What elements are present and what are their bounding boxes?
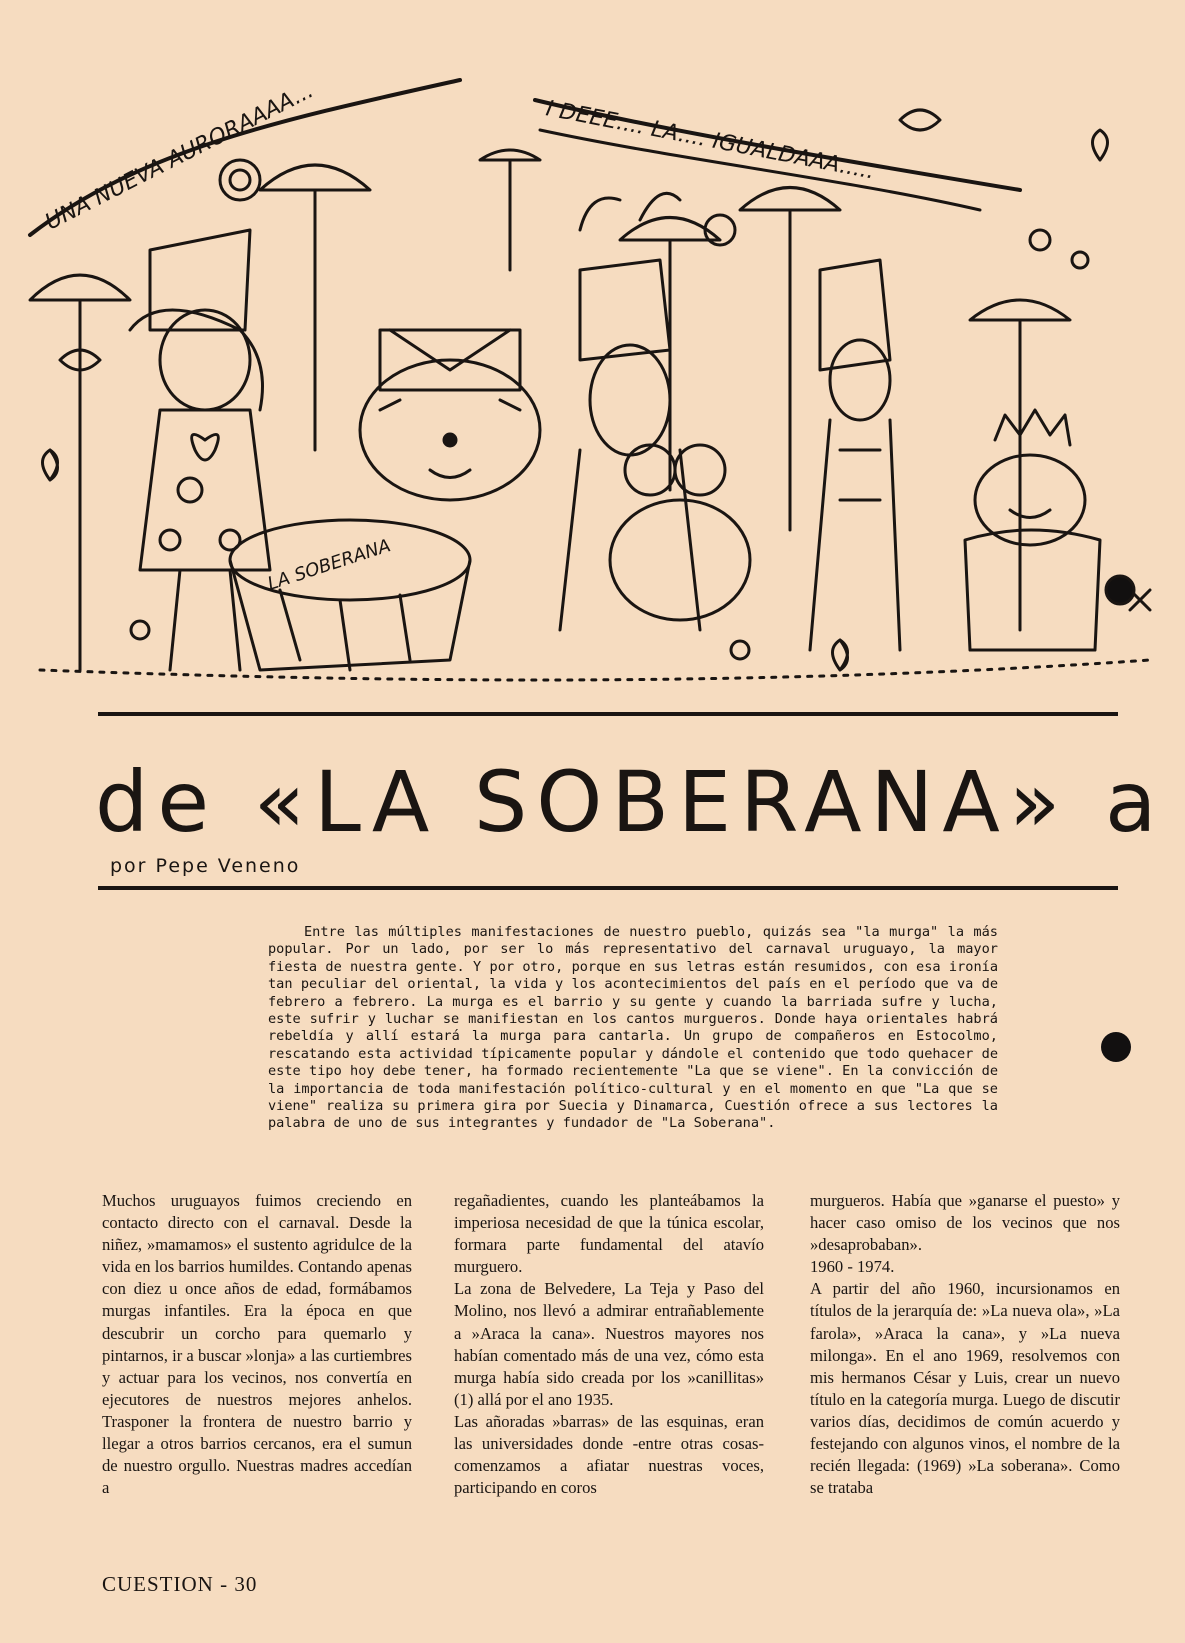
title-rule [98,886,1118,890]
drum-label: LA SOBERANA [265,535,394,595]
section-date: 1960 - 1974. [810,1257,895,1277]
caption-left: UNA NUEVA AURORAAAA... [41,78,318,236]
paragraph: A partir del año 1960, incursionamos en títulos de la jerarquía de: »La nueva ola», »La farola», »Araca la cana», y »La nueva milonga». En el ano 1969, resolvemos con mis hermanos César y Luis, crear un nuevo título en la categoría murga. Luego de discutir varios días, decidimos de común acuerdo y festejando con algunos vinos, el nombre de la recién llegada: (1969) »La soberana». Como se trataba [810,1279,1120,1498]
murga-illustration [20,30,1185,710]
top-rule [98,712,1118,716]
article-title: de «LA SOBERANA» a [95,753,1166,851]
intro-paragraph: Entre las múltiples manifestaciones de nuestro pueblo, quizás sea "la murga" la más popular. Por un lado, por ser lo más representativo del carnaval uruguayo, la mayor fiesta de nuestra gente. Y por otro, porque en sus letras están resumidos, con esa ironía tan peculiar del oriental, la vida y los acontecimientos del país en el período que va de febrero a febrero. La murga es el barrio y su gente y cuando la barriada sufre y lucha, este sufrir y luchar se manifiestan en los cantos murgueros. Donde haya orientales habrá rebeldía y allí estará la murga para cantarla. Un grupo de compañeros en Estocolmo, rescatando esta actividad típicamente popular y dándole el contenido que todo quehacer de este tipo hoy debe tener, ha formado recientemente "La que se viene". En la convicción de la importancia de toda manifestación político-cultural y en el momento en que "La que se viene" realiza su primera gira por Suecia y Dinamarca, Cuestión ofrece a sus lectores la palabra de uno de sus integrantes y fundador de "La Soberana". [268,924,998,1132]
paragraph: murgueros. Había que »ganarse el puesto» y hacer caso omiso de los vecinos que nos »desaprobaban». [810,1191,1120,1255]
paragraph: Muchos uruguayos fuimos creciendo en contacto directo con el carnaval. Desde la niñez, »mamamos» el sustento agridulce de la vida en los barrios humildes. Contando apenas con diez u once años de edad, formábamos murgas infantiles. Era la época en que descubrir un corcho para quemarlo y pintarnos, ir a buscar »lonja» a las curtiembres y actuar para los vecinos, nos convertía en ejecutores de nuestros mejores anhelos. Trasponer la frontera de nuestro barrio y llegar a otros barrios cercanos, era el sumun de nuestro orgullo. Nuestras madres accedían a [102,1191,412,1498]
caption-right: I DEEE.... LA.... IGUALDAAA..... [543,96,877,185]
column-1 [102,1190,412,1499]
paragraph: La zona de Belvedere, La Teja y Paso del Molino, nos llevó a admirar entrañablemente a »Araca la cana». Nuestros mayores nos habían comentado más de una vez, cómo esta murga había sido creada por los »canillitas» (1) allá por el ano 1935. [454,1279,764,1409]
byline: por Pepe Veneno [110,855,301,877]
page-footer: CUESTION - 30 [102,1572,258,1596]
paragraph: regañadientes, cuando les planteábamos la imperiosa necesidad de que la túnica escolar, formara parte fundamental del atavío murguero. [454,1191,764,1277]
column-3 [810,1190,1120,1499]
column-2 [454,1190,764,1499]
paragraph: Las añoradas »barras» de las esquinas, eran las universidades donde -entre otras cosas- comenzamos a afiatar nuestras voces, participando en coros [454,1411,764,1498]
heart-icon [1093,130,1108,160]
margin-dot [1101,1032,1131,1062]
